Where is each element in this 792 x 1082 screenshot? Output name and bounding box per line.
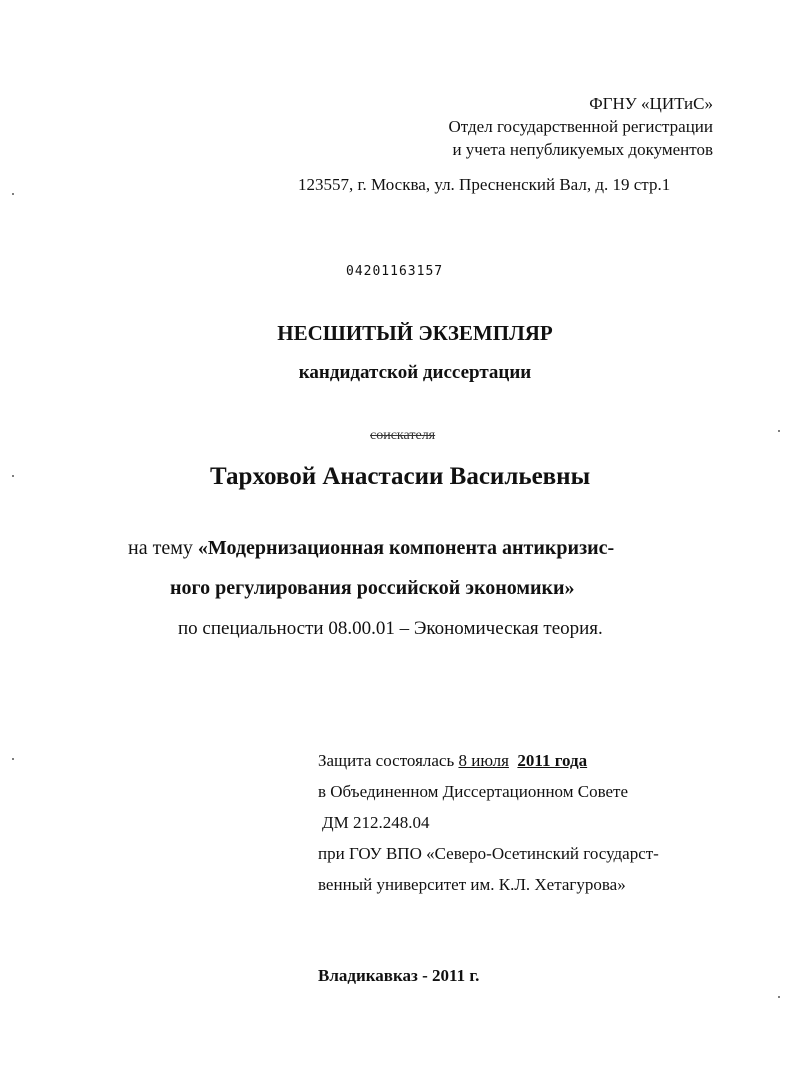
dept-line-1: Отдел государственной регистрации [448, 117, 713, 136]
document-number: 04201163157 [346, 264, 444, 279]
defense-line-2: в Объединенном Диссертационном Совете [318, 782, 629, 801]
topic-prefix: на тему [128, 537, 198, 559]
org-name: ФГНУ «ЦИТиС» [589, 94, 713, 113]
address: 123557, г. Москва, ул. Пресненский Вал, д. 19 стр.1 [298, 175, 671, 194]
header-block [449, 92, 713, 161]
scan-speck [778, 996, 780, 998]
topic-line-2 [170, 572, 575, 605]
defense-year: 2011 года [517, 751, 588, 770]
author-name: Тарховой Анастасии Васильевны [210, 463, 591, 490]
dept-line-2: и учета непубликуемых документов [452, 140, 713, 159]
struck-word: соискателя [370, 428, 436, 443]
topic-title-line-1: «Модернизационная компонента антикризис- [197, 537, 615, 559]
defense-line-4: при ГОУ ВПО «Северо-Осетинский государст- [318, 844, 659, 863]
page-title: НЕСШИТЫЙ ЭКЗЕМПЛЯР [277, 321, 553, 345]
city-year: Владикавказ - 2011 г. [318, 966, 480, 985]
specialty: по специальности 08.00.01 – Экономическая теория. [178, 618, 603, 639]
page-subtitle: кандидатской диссертации [298, 362, 532, 383]
defense-date: 8 июля [458, 751, 509, 770]
defense-line-3: ДМ 212.248.04 [322, 813, 430, 832]
defense-line-5: венный университет им. К.Л. Хетагурова» [318, 875, 626, 894]
topic-line-1 [128, 532, 614, 565]
scan-speck [12, 475, 14, 477]
defense-prefix: Защита состоялась [318, 751, 459, 770]
scan-speck [12, 758, 14, 760]
defense-line-1 [318, 745, 659, 776]
scan-speck [778, 430, 780, 432]
topic-title-line-2: ного регулирования российской экономики» [170, 577, 575, 599]
defense-block [318, 745, 659, 900]
scan-speck [12, 193, 14, 195]
